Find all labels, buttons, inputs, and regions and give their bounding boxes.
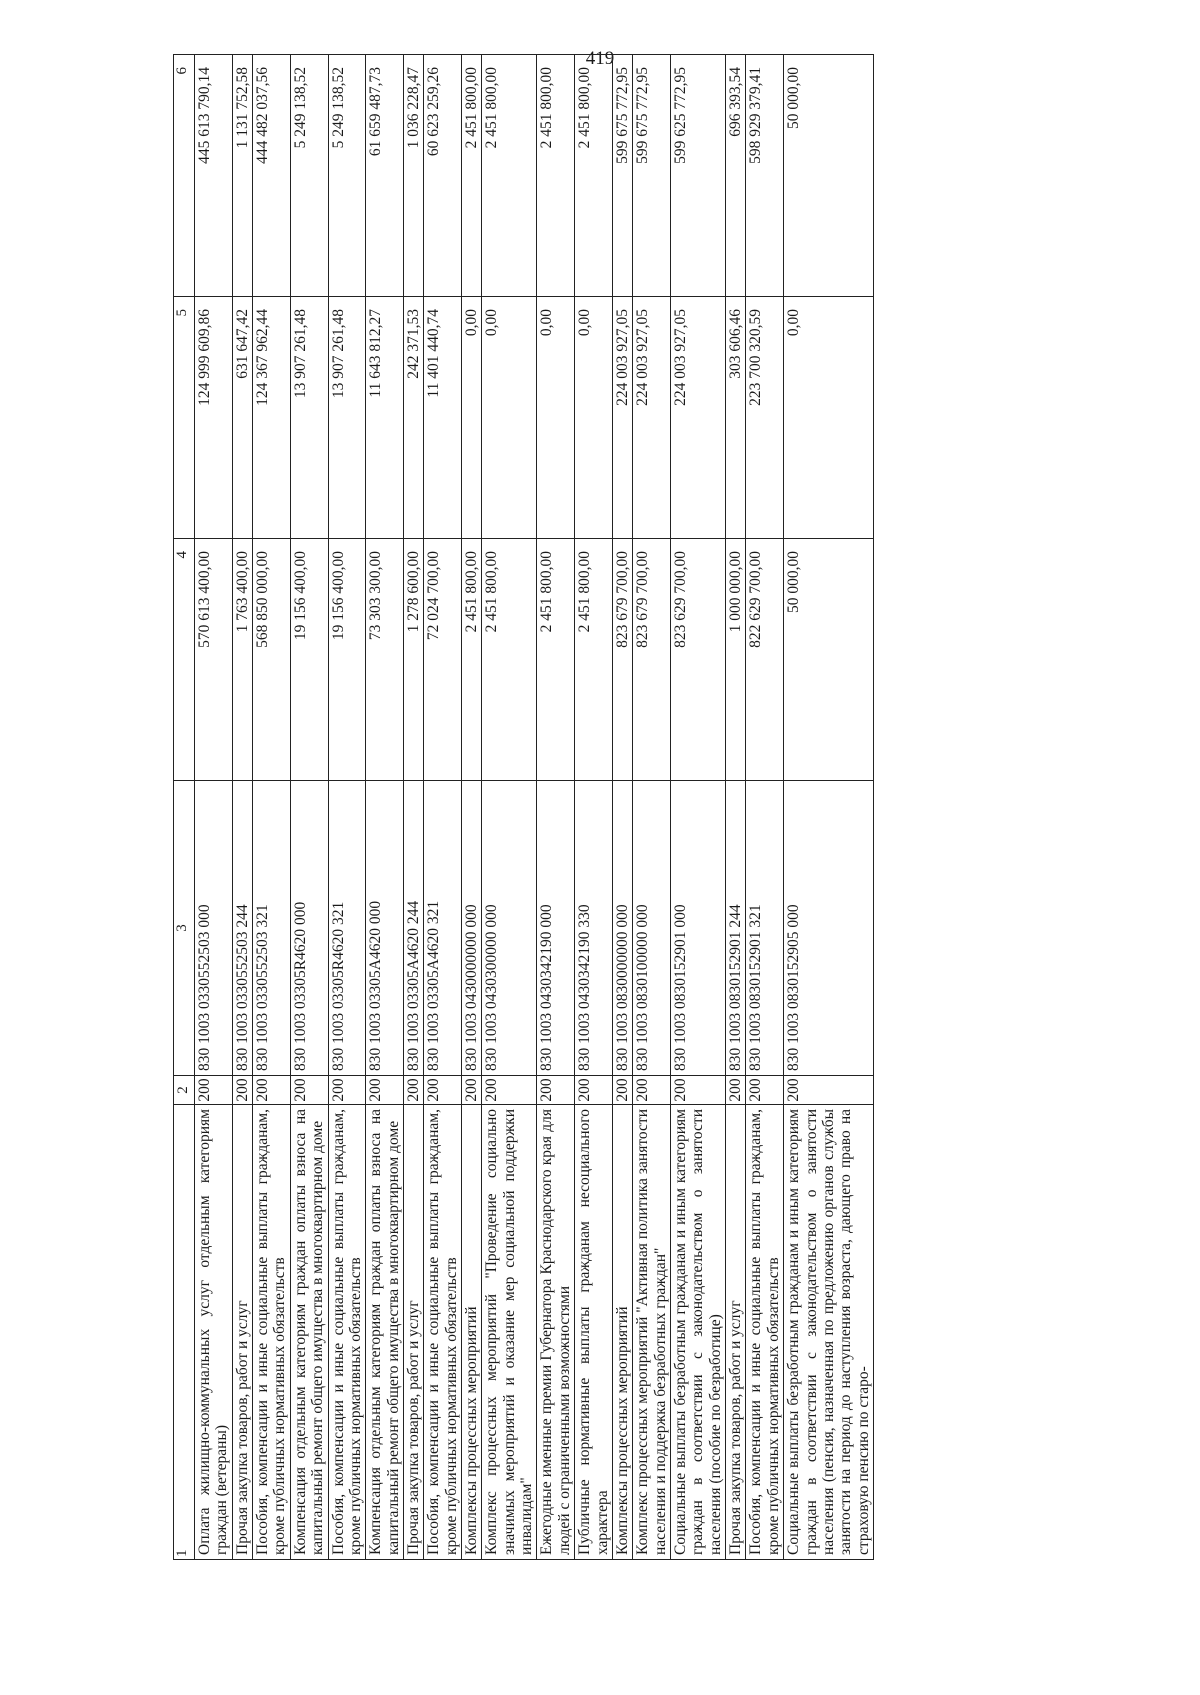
- row-kbk: 830 1003 0430342190 330: [575, 781, 613, 1076]
- row-kbk: 830 1003 0430000000 000: [462, 781, 482, 1076]
- row-rest: 50 000,00: [784, 55, 874, 297]
- row-plan: 823 679 700,00: [633, 539, 671, 781]
- row-name: Социальные выплаты безработным гражданам и иным категориям граждан в соответствии с законодательством о занятости населения (пенсия, назначенная по предложению органов службы занятости на период до наступления возраста, дающего право на страховую пенсию по старо-: [784, 1105, 874, 1560]
- row-kbk: 830 1003 0830152905 000: [784, 781, 874, 1076]
- row-plan: 1 000 000,00: [726, 539, 746, 781]
- table-body: [195, 55, 874, 1560]
- header-row: [174, 55, 195, 1560]
- table-row: [462, 55, 482, 1560]
- table-row: [253, 55, 291, 1560]
- row-kbk: 830 1003 0830152901 321: [746, 781, 784, 1076]
- row-name: Ежегодные именные премии Губернатора Краснодарского края для людей с ограниченными возможностями: [537, 1105, 575, 1560]
- row-exec: 224 003 927,05: [633, 297, 671, 539]
- row-rest: 1 131 752,58: [232, 55, 252, 297]
- table-row: [232, 55, 252, 1560]
- row-rest: 1 036 228,47: [403, 55, 423, 297]
- row-plan: 823 629 700,00: [670, 539, 725, 781]
- row-exec: 0,00: [537, 297, 575, 539]
- row-kbk: 830 1003 0830100000 000: [633, 781, 671, 1076]
- row-plan: 72 024 700,00: [424, 539, 462, 781]
- row-plan: 2 451 800,00: [537, 539, 575, 781]
- row-code: 200: [290, 1076, 328, 1105]
- row-exec: 303 606,46: [726, 297, 746, 539]
- table-row: [403, 55, 423, 1560]
- row-exec: 0,00: [575, 297, 613, 539]
- row-exec: 124 367 962,44: [253, 297, 291, 539]
- row-exec: 124 999 609,86: [195, 297, 233, 539]
- rotated-table-container: [173, 67, 1100, 1560]
- table-row: [633, 55, 671, 1560]
- table-row: [328, 55, 366, 1560]
- col-header-1: 1: [174, 1105, 195, 1560]
- table-row: [746, 55, 784, 1560]
- table-row: [612, 55, 632, 1560]
- table-row: [424, 55, 462, 1560]
- row-plan: 568 850 000,00: [253, 539, 291, 781]
- table-row: [537, 55, 575, 1560]
- row-rest: 60 623 259,26: [424, 55, 462, 297]
- row-kbk: 830 1003 03305R4620 000: [290, 781, 328, 1076]
- row-kbk: 830 1003 0430300000 000: [482, 781, 537, 1076]
- row-code: 200: [195, 1076, 233, 1105]
- row-rest: 2 451 800,00: [575, 55, 613, 297]
- row-name: Социальные выплаты безработным гражданам и иным категориям граждан в соответствии с законодательством о занятости населения (пособие по безработице): [670, 1105, 725, 1560]
- row-exec: 242 371,53: [403, 297, 423, 539]
- row-kbk: 830 1003 03305R4620 321: [328, 781, 366, 1076]
- row-exec: 0,00: [462, 297, 482, 539]
- row-plan: 2 451 800,00: [462, 539, 482, 781]
- row-plan: 19 156 400,00: [290, 539, 328, 781]
- row-rest: 5 249 138,52: [290, 55, 328, 297]
- row-code: 200: [537, 1076, 575, 1105]
- row-kbk: 830 1003 03305A4620 321: [424, 781, 462, 1076]
- col-header-2: 2: [174, 1076, 195, 1105]
- row-kbk: 830 1003 0830152901 244: [726, 781, 746, 1076]
- row-plan: 19 156 400,00: [328, 539, 366, 781]
- row-exec: 0,00: [482, 297, 537, 539]
- col-header-3: 3: [174, 781, 195, 1076]
- row-name: Прочая закупка товаров, работ и услуг: [403, 1105, 423, 1560]
- col-header-4: 4: [174, 539, 195, 781]
- row-code: 200: [403, 1076, 423, 1105]
- row-exec: 13 907 261,48: [328, 297, 366, 539]
- row-exec: 224 003 927,05: [612, 297, 632, 539]
- row-code: 200: [784, 1076, 874, 1105]
- row-plan: 2 451 800,00: [575, 539, 613, 781]
- row-code: 200: [726, 1076, 746, 1105]
- row-name: Комплекс процессных мероприятий "Проведение социально значимых мероприятий и оказание мер социальной поддержки инвалидам": [482, 1105, 537, 1560]
- table-row: [195, 55, 233, 1560]
- row-name: Комплекс процессных мероприятий "Активная политика занятости населения и поддержка безработных граждан": [633, 1105, 671, 1560]
- table-row: [726, 55, 746, 1560]
- row-code: 200: [612, 1076, 632, 1105]
- row-name: Оплата жилищно-коммунальных услуг отдельным категориям граждан (ветераны): [195, 1105, 233, 1560]
- row-plan: 570 613 400,00: [195, 539, 233, 781]
- row-name: Компенсация отдельным категориям граждан оплаты взноса на капитальный ремонт общего имущества в многоквартирном доме: [290, 1105, 328, 1560]
- page-number: 419: [585, 48, 615, 69]
- row-name: Комплексы процессных мероприятий: [462, 1105, 482, 1560]
- row-name: Публичные нормативные выплаты гражданам несоциального характера: [575, 1105, 613, 1560]
- row-code: 200: [366, 1076, 404, 1105]
- row-plan: 823 679 700,00: [612, 539, 632, 781]
- row-code: 200: [424, 1076, 462, 1105]
- row-plan: 2 451 800,00: [482, 539, 537, 781]
- table-row: [670, 55, 725, 1560]
- row-exec: 11 401 440,74: [424, 297, 462, 539]
- row-name: Пособия, компенсации и иные социальные выплаты гражданам, кроме публичных нормативных обязательств: [424, 1105, 462, 1560]
- row-kbk: 830 1003 0330552503 244: [232, 781, 252, 1076]
- row-kbk: 830 1003 0830000000 000: [612, 781, 632, 1076]
- row-plan: 822 629 700,00: [746, 539, 784, 781]
- row-rest: 599 625 772,95: [670, 55, 725, 297]
- row-rest: 599 675 772,95: [612, 55, 632, 297]
- row-code: 200: [462, 1076, 482, 1105]
- row-name: Пособия, компенсации и иные социальные выплаты гражданам, кроме публичных нормативных обязательств: [328, 1105, 366, 1560]
- row-plan: 73 303 300,00: [366, 539, 404, 781]
- row-exec: 0,00: [784, 297, 874, 539]
- row-code: 200: [575, 1076, 613, 1105]
- row-plan: 50 000,00: [784, 539, 874, 781]
- table-row: [366, 55, 404, 1560]
- row-kbk: 830 1003 0430342190 000: [537, 781, 575, 1076]
- row-exec: 223 700 320,59: [746, 297, 784, 539]
- row-plan: 1 763 400,00: [232, 539, 252, 781]
- table-row: [482, 55, 537, 1560]
- row-name: Пособия, компенсации и иные социальные выплаты гражданам, кроме публичных нормативных обязательств: [746, 1105, 784, 1560]
- col-header-6: 6: [174, 55, 195, 297]
- row-kbk: 830 1003 03305A4620 244: [403, 781, 423, 1076]
- row-kbk: 830 1003 0330552503 321: [253, 781, 291, 1076]
- row-code: 200: [253, 1076, 291, 1105]
- row-rest: 2 451 800,00: [482, 55, 537, 297]
- row-code: 200: [746, 1076, 784, 1105]
- row-code: 200: [482, 1076, 537, 1105]
- row-rest: 2 451 800,00: [462, 55, 482, 297]
- row-name: Прочая закупка товаров, работ и услуг: [726, 1105, 746, 1560]
- row-exec: 11 643 812,27: [366, 297, 404, 539]
- row-kbk: 830 1003 03305A4620 000: [366, 781, 404, 1076]
- row-kbk: 830 1003 0330552503 000: [195, 781, 233, 1076]
- row-rest: 2 451 800,00: [537, 55, 575, 297]
- row-name: Прочая закупка товаров, работ и услуг: [232, 1105, 252, 1560]
- row-rest: 598 929 379,41: [746, 55, 784, 297]
- row-exec: 13 907 261,48: [290, 297, 328, 539]
- row-name: Комплексы процессных мероприятий: [612, 1105, 632, 1560]
- row-rest: 696 393,54: [726, 55, 746, 297]
- col-header-5: 5: [174, 297, 195, 539]
- row-rest: 444 482 037,56: [253, 55, 291, 297]
- table-row: [575, 55, 613, 1560]
- row-code: 200: [328, 1076, 366, 1105]
- row-rest: 445 613 790,14: [195, 55, 233, 297]
- row-name: Пособия, компенсации и иные социальные выплаты гражданам, кроме публичных нормативных обязательств: [253, 1105, 291, 1560]
- table-row: [784, 55, 874, 1560]
- budget-table: [173, 54, 874, 1560]
- row-exec: 224 003 927,05: [670, 297, 725, 539]
- row-rest: 5 249 138,52: [328, 55, 366, 297]
- table-frame: [173, 67, 1100, 1560]
- row-name: Компенсация отдельным категориям граждан оплаты взноса на капитальный ремонт общего имущества в многоквартирном доме: [366, 1105, 404, 1560]
- table-row: [290, 55, 328, 1560]
- row-code: 200: [670, 1076, 725, 1105]
- row-code: 200: [633, 1076, 671, 1105]
- row-exec: 631 647,42: [232, 297, 252, 539]
- row-rest: 599 675 772,95: [633, 55, 671, 297]
- row-kbk: 830 1003 0830152901 000: [670, 781, 725, 1076]
- row-plan: 1 278 600,00: [403, 539, 423, 781]
- row-rest: 61 659 487,73: [366, 55, 404, 297]
- row-code: 200: [232, 1076, 252, 1105]
